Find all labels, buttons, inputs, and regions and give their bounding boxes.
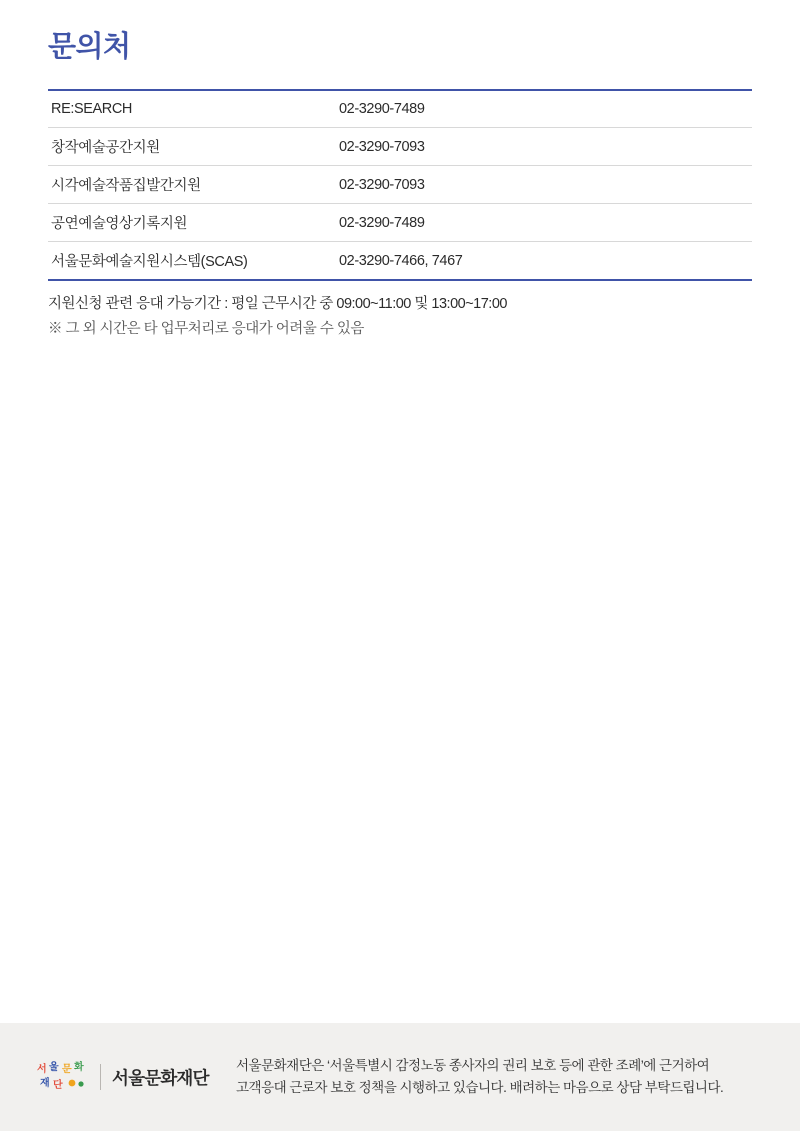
table-row (48, 166, 752, 204)
footer-text-line-1: 서울문화재단은 ‘서울특별시 감정노동 종사자의 권리 보호 등에 관한 조례’에 근거하여 (236, 1057, 710, 1073)
contact-phone: 02-3290-7489 (339, 101, 425, 118)
contact-department: 시각예술작품집발간지원 (48, 166, 336, 204)
contact-department: 공연예술영상기록지원 (48, 204, 336, 242)
table-row (48, 128, 752, 166)
svg-text:단: 단 (53, 1080, 63, 1091)
page-content (0, 0, 800, 343)
table-row (48, 204, 752, 242)
svg-text:문: 문 (62, 1064, 72, 1075)
notes-block (48, 292, 752, 343)
page-footer (0, 1023, 800, 1131)
brand-divider (100, 1064, 101, 1090)
svg-text:울: 울 (49, 1062, 59, 1073)
contact-phone: 02-3290-7489 (336, 204, 752, 242)
footer-text (230, 1055, 723, 1100)
note-availability: 지원신청 관련 응대 가능기간 : 평일 근무시간 중 09:00~11:00 및 13:00~17:00 (48, 295, 507, 312)
brand-name: 서울문화재단 (112, 1067, 209, 1088)
svg-text:서: 서 (37, 1064, 47, 1075)
table-row (48, 242, 752, 280)
contact-phone: 02-3290-7466, 7467 (336, 242, 752, 280)
footer-text-line-2: 고객응대 근로자 보호 정책을 시행하고 있습니다. 배려하는 마음으로 상담 부탁드립니다. (236, 1080, 724, 1095)
svg-text:재: 재 (40, 1078, 50, 1089)
contact-phone: 02-3290-7093 (336, 166, 752, 204)
contact-department: RE:SEARCH (51, 101, 132, 118)
table-row (48, 90, 752, 128)
contact-table (48, 89, 752, 281)
svg-text:화: 화 (74, 1062, 84, 1073)
seoul-foundation-logo-icon (36, 1057, 90, 1097)
contact-department: 창작예술공간지원 (48, 128, 336, 166)
page-title: 문의처 (48, 31, 131, 63)
contact-phone: 02-3290-7093 (336, 128, 752, 166)
footer-brand (0, 1057, 230, 1097)
note-exception: ※ 그 외 시간은 타 업무처리로 응대가 어려울 수 있음 (48, 321, 364, 338)
contact-department: 서울문화예술지원시스템(SCAS) (48, 242, 336, 280)
